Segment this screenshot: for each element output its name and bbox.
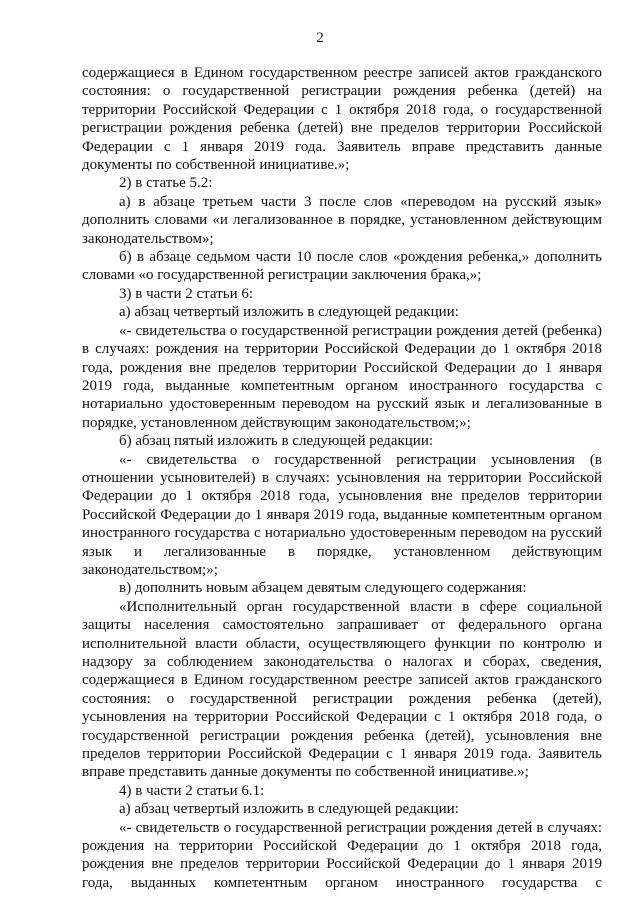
paragraph-item-2: 2) в статье 5.2: [119,175,213,192]
paragraph-continuation: содержащиеся в Едином государственном реестре записей актов гражданского состояния: о государственной регистрации рождения ребенка (детей) на территории Российской Федерации с 1 октября 2018 года, о государственной регистрации рождения ребенка (детей) вне пределов территории Российской Федерации с 1 января 2019 года. Заявитель вправе представить данные документы по собственной инициативе.»; [82,65,602,174]
paragraph-item-3a: а) абзац четвертый изложить в следующей редакции: [119,304,459,321]
paragraph-item-3b: б) абзац пятый изложить в следующей редакции: [119,433,434,450]
paragraph-quote-executive-body: «Исполнительный орган государственной власти в сфере социальной защиты населения самостоятельно запрашивает от федерального органа исполнительной власти области, осуществляющего функции по контролю и надзору за соблюдением законодательства о налогах и сборах, сведения, содержащиеся в Едином государственном реестре записей актов гражданского состояния: о государственной регистрации рождения ребенка (детей), усыновления на территории Российской Федерации с 1 октября 2018 года, о государственной регистрации рождения ребенка (детей), усыновления вне пределов территории Российской Федерации с 1 января 2019 года. Заявитель вправе представить данные документы по собственной инициативе.»; [82,598,602,781]
paragraph-item-4: 4) в части 2 статьи 6.1: [119,782,265,799]
document-body [82,64,602,892]
page-number: 2 [316,30,324,46]
paragraph-item-2a: а) в абзаце третьем части 3 после слов «переводом на русский язык» дополнить словами «и легализованное в порядке, установленном действующим законодательством»; [82,193,602,247]
paragraph-item-4a: а) абзац четвертый изложить в следующей редакции: [119,801,459,818]
paragraph-quote-adoption-certificates: «- свидетельства о государственной регистрации усыновления (в отношении усыновителей) в случаях: усыновления на территории Российской Федерации до 1 октября 2018 года, усыновления вне пределов территории Российской Федерации до 1 января 2019 года, выданные компетентным органом иностранного государства с нотариально удостоверенным переводом на русский язык и легализованные в порядке, установленном действующим законодательством;»; [82,451,602,578]
paragraph-item-2b: б) в абзаце седьмом части 10 после слов «рождения ребенка,» дополнить словами «о государственной регистрации заключения брака,»; [82,249,602,284]
paragraph-quote-children-certificates: «- свидетельств о государственной регистрации рождения детей в случаях: рождения на территории Российской Федерации до 1 октября 2018 года, рождения вне пределов территории Российской Федерации до 1 января 2019 года, выданных компетентным органом иностранного государства с [82,819,602,891]
paragraph-item-3c: в) дополнить новым абзацем девятым следующего содержания: [119,580,527,597]
paragraph-quote-birth-certificates: «- свидетельства о государственной регистрации рождения детей (ребенка) в случаях: рождения на территории Российской Федерации до 1 октября 2018 года, рождения вне пределов территории Российской Федерации до 1 января 2019 года, выданные компетентным органом иностранного государства с нотариально удостоверенным переводом на русский язык и легализованные в порядке, установленном действующим законодательством;»; [82,322,602,431]
paragraph-item-3: 3) в части 2 статьи 6: [119,285,254,302]
